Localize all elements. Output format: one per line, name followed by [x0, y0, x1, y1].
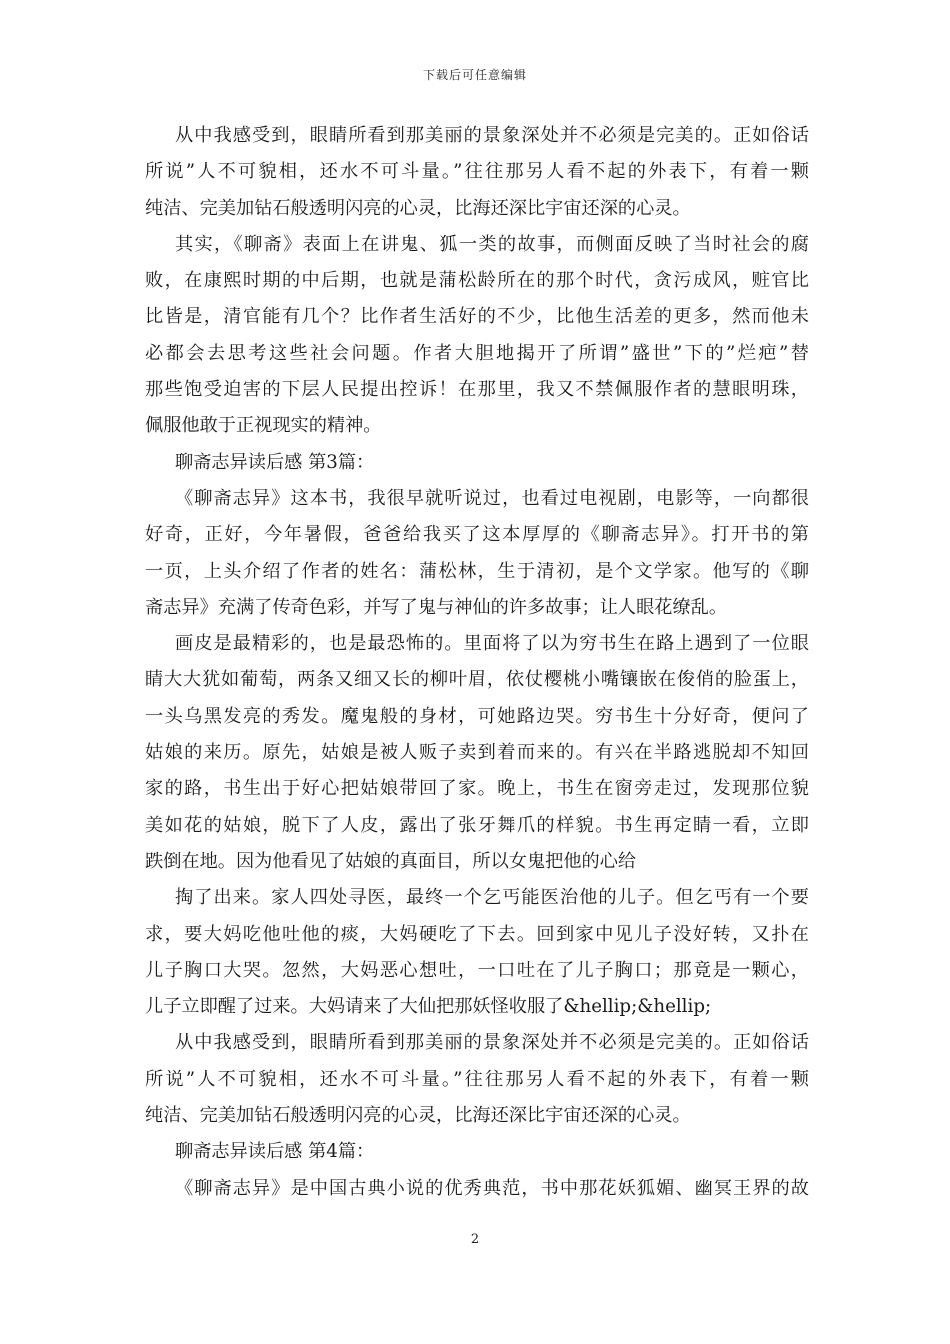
text-line: 跌倒在地。因为他看见了姑娘的真面目，所以女鬼把他的心给 [145, 850, 637, 872]
text-line: 儿子胸口大哭。忽然，大妈恶心想吐，一口吐在了儿子胸口；那竟是一颗心， [145, 959, 809, 981]
document-body [145, 118, 809, 1207]
page-header: 下载后可任意编辑 [422, 68, 527, 82]
text-line: 必都会去思考这些社会问题。作者大胆地揭开了所谓”盛世”下的”烂疤”替 [145, 342, 809, 364]
text-line: 聊斋志异读后感 第4篇： [175, 1141, 375, 1163]
text-line: 那些饱受迫害的下层人民提出控诉！在那里，我又不禁佩服作者的慧眼明珠， [145, 379, 809, 401]
text-line: 睛大大犹如葡萄，两条又细又长的柳叶眉，依仗樱桃小嘴镶嵌在俊俏的脸蛋上， [145, 669, 809, 691]
text-line: 一页，上头介绍了作者的姓名：蒲松林，生于清初，是个文学家。他写的《聊 [145, 560, 809, 582]
text-line: 《聊斋志异》这本书，我很早就听说过，也看过电视剧，电影等，一向都很 [175, 487, 809, 509]
text-line: 纯洁、完美加钻石般透明闪亮的心灵，比海还深比宇宙还深的心灵。 [145, 1105, 691, 1127]
text-line: 《聊斋志异》是中国古典小说的优秀典范，书中那花妖狐媚、幽冥王界的故 [175, 1177, 809, 1199]
text-line: 从中我感受到，眼睛所看到那美丽的景象深处并不必须是完美的。正如俗话 [175, 125, 809, 146]
text-line: 一头乌黑发亮的秀发。魔鬼般的身材，可她路边哭。穷书生十分好奇，便问了 [145, 705, 809, 727]
text-line: 从中我感受到，眼睛所看到那美丽的景象深处并不必须是完美的。正如俗话 [175, 1032, 809, 1054]
text-line: 美如花的姑娘，脱下了人皮，露出了张牙舞爪的样貌。书生再定睛一看，立即 [145, 814, 809, 836]
text-line: 聊斋志异读后感 第3篇： [175, 451, 375, 473]
text-line: 比皆是，清官能有几个？比作者生活好的不少，比他生活差的更多，然而他未 [145, 306, 809, 328]
text-line: 儿子立即醒了过来。大妈请来了大仙把那妖怪收服了&hellip;&hellip; [145, 996, 712, 1018]
text-line: 所说”人不可貌相，还水不可斗量。”往往那另人看不起的外表下，有着一颗 [145, 161, 809, 183]
text-line: 掏了出来。家人四处寻医，最终一个乞丐能医治他的儿子。但乞丐有一个要 [175, 887, 809, 909]
text-line: 败，在康熙时期的中后期，也就是蒲松龄所在的那个时代，贪污成风，赃官比 [145, 270, 809, 292]
text-line: 好奇，正好，今年暑假，爸爸给我买了这本厚厚的《聊斋志异》。打开书的第 [145, 524, 809, 546]
text-line: 家的路，书生出于好心把姑娘带回了家。晚上，书生在窗旁走过，发现那位貌 [145, 778, 809, 800]
text-line: 纯洁、完美加钻石般透明闪亮的心灵，比海还深比宇宙还深的心灵。 [145, 197, 691, 219]
text-line: 斋志异》充满了传奇色彩，并写了鬼与神仙的许多故事；让人眼花缭乱。 [145, 596, 728, 618]
page-number: 2 [470, 1232, 480, 1247]
text-line: 画皮是最精彩的，也是最恐怖的。里面将了以为穷书生在路上遇到了一位眼 [175, 633, 809, 655]
text-line: 求，要大妈吃他吐他的痰，大妈硬吃了下去。回到家中见儿子没好转，又扑在 [145, 923, 809, 945]
text-line: 姑娘的来历。原先，姑娘是被人贩子卖到着而来的。有兴在半路逃脱却不知回 [145, 742, 809, 764]
text-line: 佩服他敢于正视现实的精神。 [145, 415, 382, 437]
text-line: 所说”人不可貌相，还水不可斗量。”往往那另人看不起的外表下，有着一颗 [145, 1068, 809, 1090]
text-line: 其实，《聊斋》表面上在讲鬼、狐一类的故事，而侧面反映了当时社会的腐 [175, 233, 809, 255]
